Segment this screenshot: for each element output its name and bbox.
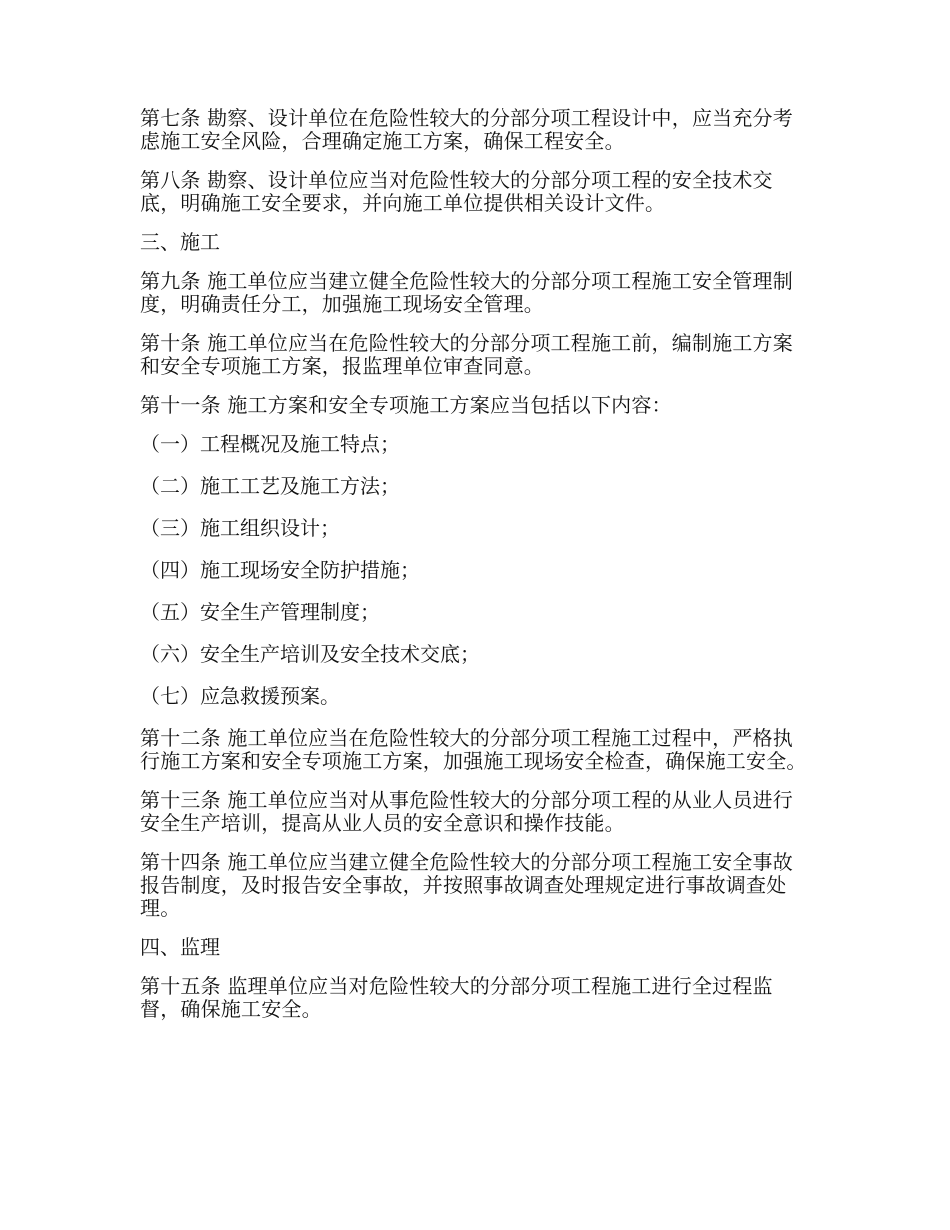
list-item-5: （五）安全生产管理制度； — [140, 600, 380, 624]
article-13: 第十三条 施工单位应当对从事危险性较大的分部分项工程的从业人员进行安全生产培训，提高从业人员的安全意识和操作技能。 — [140, 788, 793, 835]
article-12: 第十二条 施工单位应当在危险性较大的分部分项工程施工过程中，严格执行施工方案和安全专项施工方案，加强施工现场安全检查，确保施工安全。 — [140, 726, 807, 773]
section-3-heading: 三、施工 — [140, 230, 220, 254]
article-7: 第七条 勘察、设计单位在危险性较大的分部分项工程设计中，应当充分考虑施工安全风险，合理确定施工方案，确保工程安全。 — [140, 106, 793, 153]
list-item-4: （四）施工现场安全防护措施； — [140, 558, 420, 582]
document-page — [140, 107, 812, 1037]
article-15: 第十五条 监理单位应当对危险性较大的分部分项工程施工进行全过程监督，确保施工安全。 — [140, 974, 773, 1021]
list-item-3: （三）施工组织设计； — [140, 516, 340, 540]
article-11: 第十一条 施工方案和安全专项施工方案应当包括以下内容： — [140, 393, 672, 417]
list-item-6: （六）安全生产培训及安全技术交底； — [140, 642, 480, 666]
list-item-7: （七）应急救援预案。 — [140, 684, 340, 708]
article-14: 第十四条 施工单位应当建立健全危险性较大的分部分项工程施工安全事故报告制度，及时报告安全事故，并按照事故调查处理规定进行事故调查处理。 — [140, 850, 793, 920]
article-8: 第八条 勘察、设计单位应当对危险性较大的分部分项工程的安全技术交底，明确施工安全要求，并向施工单位提供相关设计文件。 — [140, 168, 773, 215]
article-10: 第十条 施工单位应当在危险性较大的分部分项工程施工前，编制施工方案和安全专项施工方案，报监理单位审查同意。 — [140, 331, 793, 378]
article-9: 第九条 施工单位应当建立健全危险性较大的分部分项工程施工安全管理制度，明确责任分工，加强施工现场安全管理。 — [140, 269, 793, 316]
list-item-1: （一）工程概况及施工特点； — [140, 432, 400, 456]
list-item-2: （二）施工工艺及施工方法； — [140, 474, 400, 498]
section-4-heading: 四、监理 — [140, 935, 220, 959]
